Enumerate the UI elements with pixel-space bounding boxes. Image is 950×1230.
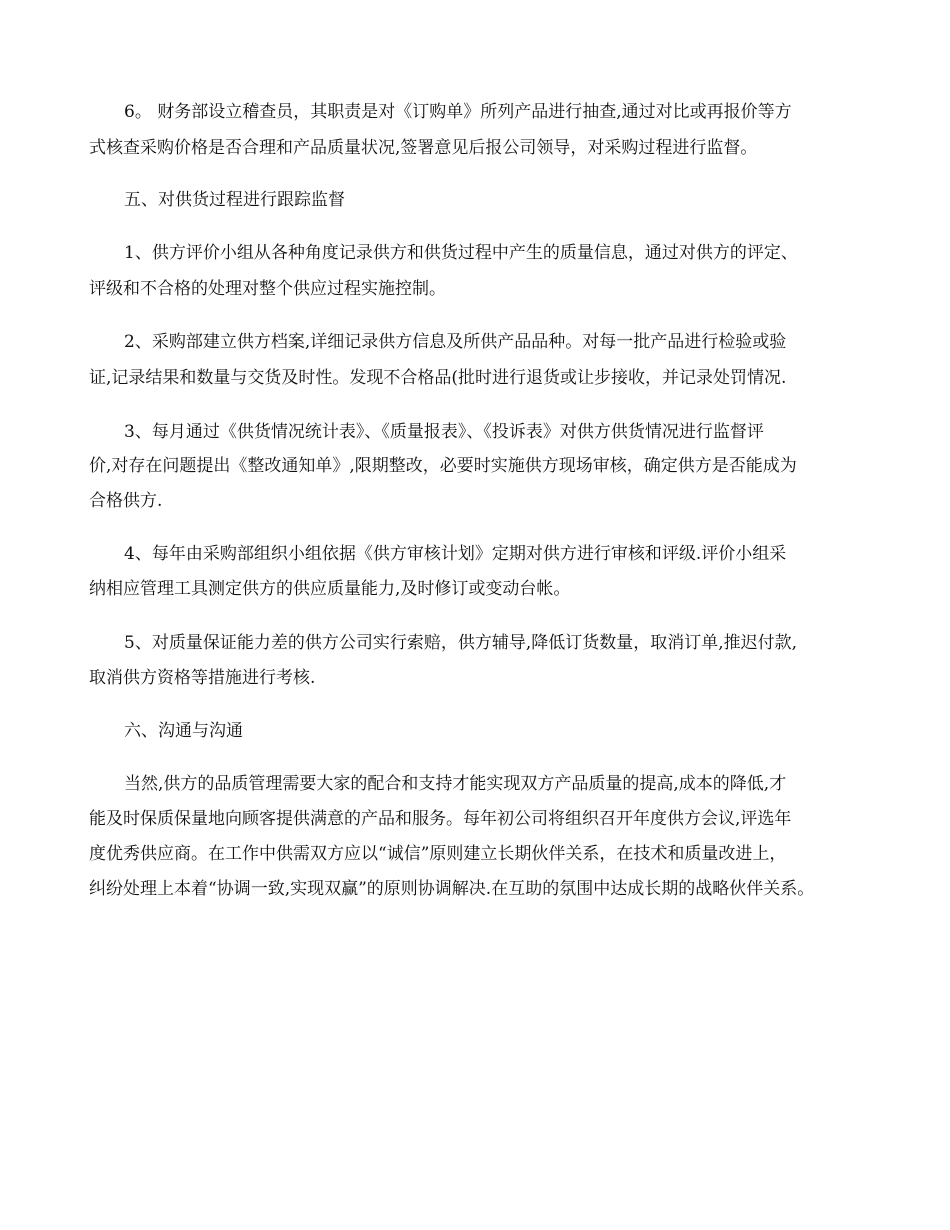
item-5-2-line-2: 证,记录结果和数量与交货及时性。发现不合格品(批时进行退货或让步接收，并记录处罚情况. — [89, 368, 787, 388]
section-6-line-2: 能及时保质保量地向顾客提供满意的产品和服务。每年初公司将组织召开年度供方会议,评选年 — [89, 809, 792, 829]
item-5-4-line-2: 纳相应管理工具测定供方的供应质量能力,及时修订或变动台帐。 — [89, 579, 571, 599]
section-6-line-3: 度优秀供应商。在工作中供需双方应以“诚信”原则建立长期伙伴关系，在技术和质量改进上， — [89, 844, 787, 864]
paragraph-6-line-2: 式核查采购价格是否合理和产品质量状况,签署意见后报公司领导，对采购过程进行监督。 — [89, 138, 758, 158]
item-5-3-line-2: 价,对存在问题提出《整改通知单》,限期整改，必要时实施供方现场审核，确定供方是否能成为 — [89, 456, 797, 476]
item-5-1-line-2: 评级和不合格的处理对整个供应过程实施控制。 — [89, 279, 446, 299]
section-heading-5: 五、对供货过程进行跟踪监督 — [124, 190, 345, 210]
section-6-line-4: 纠纷处理上本着“协调一致,实现双赢”的原则协调解决.在互助的氛围中达成长期的战略伙伴关系。 — [89, 879, 815, 899]
item-5-3-line-3: 合格供方. — [89, 491, 163, 511]
item-5-1-line-1: 1、供方评价小组从各种角度记录供方和供货过程中产生的质量信息，通过对供方的评定、 — [124, 243, 798, 263]
paragraph-6-line-1: 6。 财务部设立稽查员，其职责是对《订购单》所列产品进行抽查,通过对比或再报价等方 — [124, 102, 792, 122]
item-5-3-line-1: 3、每月通过《供货情况统计表》、《质量报表》、《投诉表》对供方供货情况进行监督评 — [124, 422, 764, 442]
item-5-5-line-2: 取消供方资格等措施进行考核. — [89, 668, 316, 688]
section-heading-6: 六、沟通与沟通 — [124, 721, 243, 741]
section-6-line-1: 当然,供方的品质管理需要大家的配合和支持才能实现双方产品质量的提高,成本的降低,才 — [124, 774, 787, 794]
item-5-5-line-1: 5、对质量保证能力差的供方公司实行索赔，供方辅导,降低订货数量，取消订单,推迟付款, — [124, 633, 798, 653]
item-5-4-line-1: 4、每年由采购部组织小组依据《供方审核计划》定期对供方进行审核和评级.评价小组采 — [124, 544, 787, 564]
item-5-2-line-1: 2、采购部建立供方档案,详细记录供方信息及所供产品品种。对每一批产品进行检验或验 — [124, 332, 787, 352]
